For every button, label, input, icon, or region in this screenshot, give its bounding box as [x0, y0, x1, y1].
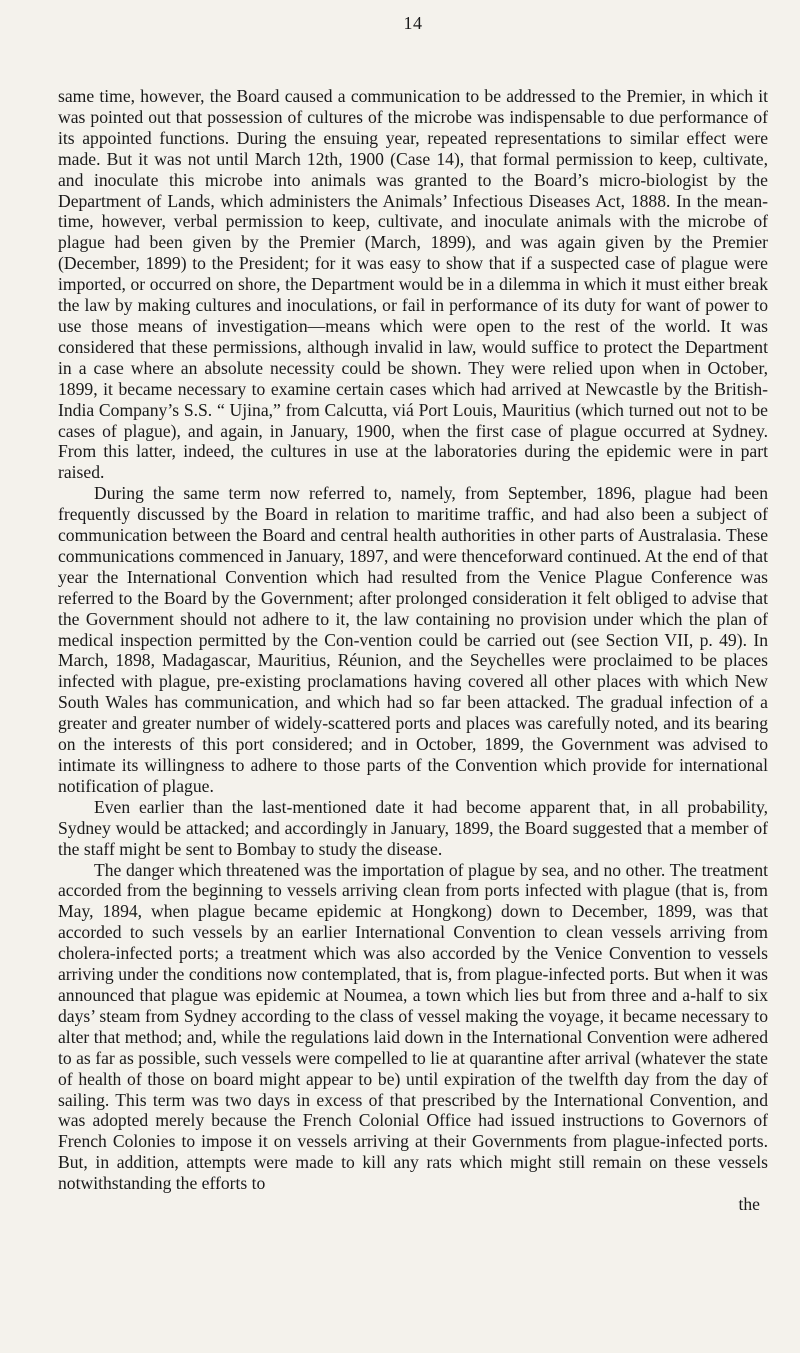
paragraph-4: The danger which threatened was the importation of plague by sea, and no other. The treatment accorded from the beginning to vessels arriving clean from ports infected with plague (that is, from May, 1894, when plague became epidemic at Hongkong) down to December, 1899, was that accorded to such vessels by an earlier International Convention to clean vessels arriving from cholera-infected ports; a treatment which was also accorded by the Venice Convention to vessels arriving under the conditions now contemplated, that is, from plague-infected ports. But when it was announced that plague was epidemic at Noumea, a town which lies but from three and a-half to six days’ steam from Sydney according to the class of vessel making the voyage, it became necessary to alter that method; and, while the regulations laid down in the International Convention were adhered to as far as possible, such vessels were compelled to lie at quarantine after arrival (whatever the state of health of those on board might appear to be) until expiration of the twelfth day from the day of sailing. This term was two days in excess of that prescribed by the International Convention, and was adopted merely because the French Colonial Office had issued instructions to Governors of French Colonies to impose it on vessels arriving at their Governments from plague-infected ports. But, in addition, attempts were made to kill any rats which might still remain on these vessels notwithstanding the efforts to: [58, 859, 768, 1194]
page-number: 14: [403, 13, 423, 33]
paragraph-1: same time, however, the Board caused a communication to be addressed to the Premier, in which it was pointed out that possession of cultures of the microbe was indispensable to due performance of its appointed functions. During the ensuing year, repeated representations to similar effect were made. But it was not until March 12th, 1900 (Case 14), that formal permission to keep, cultivate, and inoculate this microbe into animals was granted to the Board’s micro-biologist by the Department of Lands, which administers the Animals’ Infectious Diseases Act, 1888. In the mean-time, however, verbal permission to keep, cultivate, and inoculate animals with the microbe of plague had been given by the Premier (March, 1899), and was again given by the Premier (December, 1899) to the President; for it was easy to show that if a suspected case of plague were imported, or occurred on shore, the Department would be in a dilemma in which it must either break the law by making cultures and inoculations, or fail in performance of its duty for want of power to use those means of investigation—means which were open to the rest of the world. It was considered that these permissions, although invalid in law, would suffice to protect the Department in a case where an absolute necessity could be shown. They were relied upon when in October, 1899, it became necessary to examine certain cases which had arrived at Newcastle by the British-India Company’s S.S. “ Ujina,” from Calcutta, viá Port Louis, Mauritius (which turned out not to be cases of plague), and again, in January, 1900, when the first case of plague occurred at Sydney. From this latter, indeed, the cultures in use at the laboratories during the epidemic were in part raised.: [58, 86, 768, 483]
paragraph-2: During the same term now referred to, namely, from September, 1896, plague had been frequently discussed by the Board in relation to maritime traffic, and had also been a subject of communication between the Board and central health authorities in other parts of Australasia. These communications commenced in January, 1897, and were thenceforward continued. At the end of that year the International Convention which had resulted from the Venice Plague Conference was referred to the Board by the Government; after prolonged consideration it felt obliged to advise that the Government should not adhere to it, the law containing no provision under which the plan of medical inspection permitted by the Con-vention could be carried out (see Section VII, p. 49). In March, 1898, Madagascar, Mauritius, Réunion, and the Seychelles were proclaimed to be places infected with plague, pre-existing proclamations having covered all other places with which New South Wales has communication, and which had so far been attacked. The gradual infection of a greater and greater number of widely-scattered ports and places was carefully noted, and its bearing on the interests of this port considered; and in October, 1899, the Government was advised to intimate its willingness to adhere to those parts of the Convention which provide for international notification of plague.: [58, 483, 768, 796]
catchword: the: [738, 1194, 760, 1215]
paragraph-3: Even earlier than the last-mentioned date it had become apparent that, in all probability, Sydney would be attacked; and accordingly in January, 1899, the Board suggested that a member of the staff might be sent to Bombay to study the disease.: [58, 796, 768, 859]
